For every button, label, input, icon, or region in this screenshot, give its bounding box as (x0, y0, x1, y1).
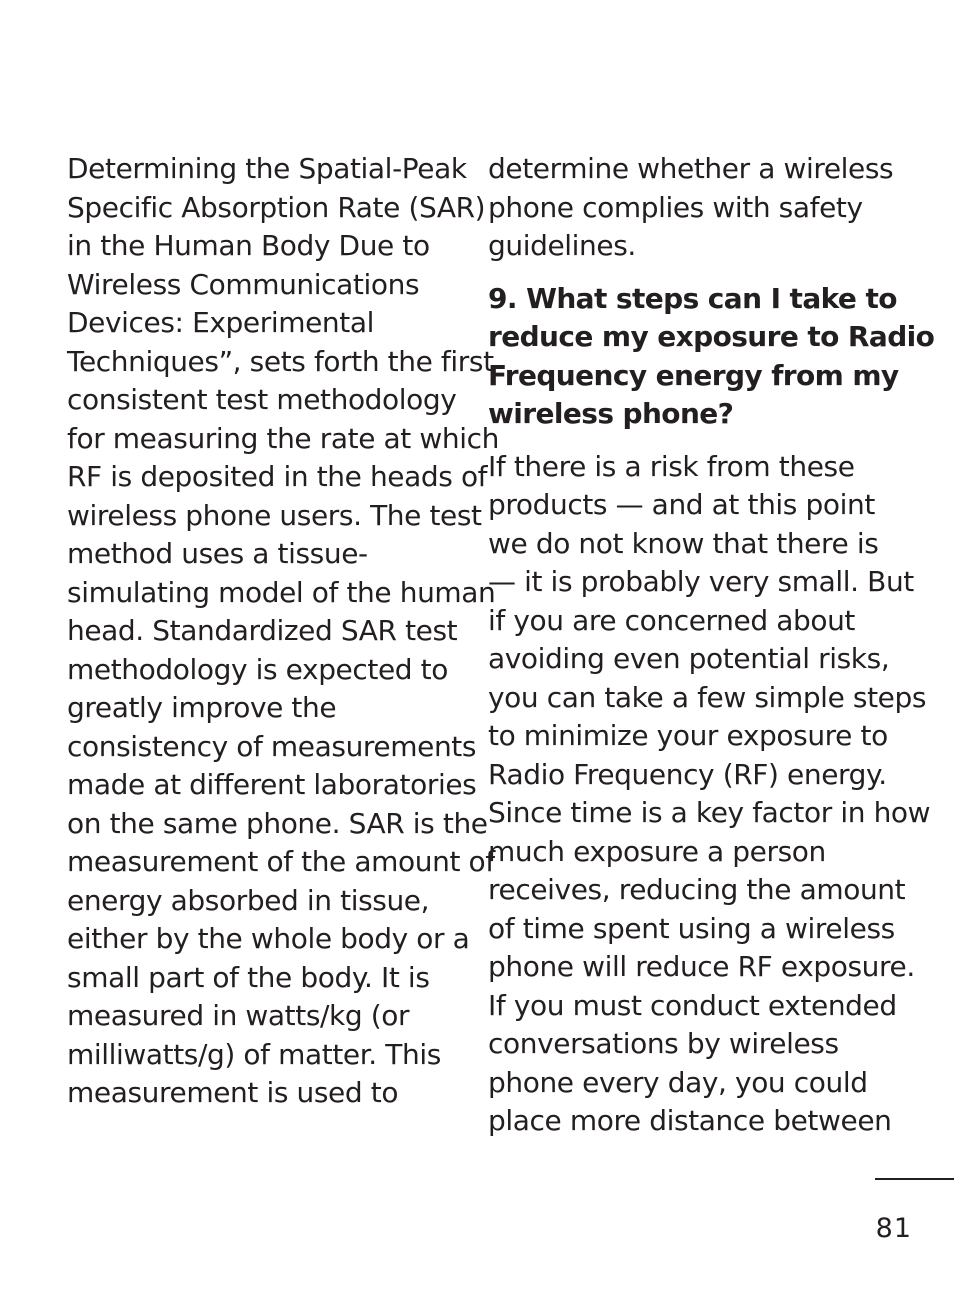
text-line: determine whether a wireless (488, 152, 894, 185)
text-line: energy absorbed in tissue, (67, 883, 430, 917)
text-line: of time spent using a wireless (488, 911, 895, 945)
text-line: phone every day, you could (488, 1065, 868, 1099)
left-column-paragraph (67, 150, 499, 1113)
text-line: Devices: Experimental (67, 306, 374, 339)
text-line: Techniques”, sets forth the first (67, 344, 494, 378)
text-line: RF is deposited in the heads of (67, 460, 488, 493)
paragraph-spacer (488, 266, 883, 280)
heading-line: Frequency energy from my (488, 358, 899, 392)
heading-line: reduce my exposure to Radio (488, 320, 935, 353)
text-line: guidelines. (488, 229, 636, 262)
text-line: measurement is used to (67, 1076, 399, 1109)
text-line: simulating model of the human (67, 575, 496, 609)
text-line: Wireless Communications (67, 267, 420, 301)
text-line: measured in watts/kg (or (67, 999, 410, 1032)
text-line: method uses a tissue- (67, 537, 368, 570)
text-line: we do not know that there is (488, 526, 879, 560)
text-line: on the same phone. SAR is the (67, 806, 488, 840)
text-line: conversations by wireless (488, 1027, 839, 1060)
left-column (67, 150, 499, 1113)
section-heading (488, 280, 935, 434)
text-line: place more distance between (488, 1104, 892, 1137)
text-line: methodology is expected to (67, 652, 448, 686)
page-number: 81 (875, 1213, 912, 1244)
text-line: made at different laboratories (67, 768, 477, 801)
text-line: either by the whole body or a (67, 922, 470, 955)
text-line: in the Human Body Due to (67, 229, 430, 262)
text-line: to minimize your exposure to (488, 719, 888, 752)
text-line: Determining the Spatial-Peak (67, 152, 467, 185)
text-line: consistency of measurements (67, 729, 477, 763)
text-line: measurement of the amount of (67, 845, 495, 878)
footer-divider (875, 1178, 954, 1180)
right-column-intro (488, 150, 894, 266)
text-line: avoiding even potential risks, (488, 642, 890, 675)
text-line: Specific Absorption Rate (SAR) (67, 190, 486, 224)
text-line: phone complies with safety (488, 190, 863, 224)
heading-line: 9. What steps can I take to (488, 281, 897, 315)
text-line: consistent test methodology (67, 383, 457, 416)
text-line: phone will reduce RF exposure. (488, 950, 915, 983)
text-line: milliwatts/g) of matter. This (67, 1037, 441, 1071)
text-line: much exposure a person (488, 834, 826, 868)
text-line: if you are concerned about (488, 603, 856, 637)
right-column (488, 150, 935, 1141)
text-line: Since time is a key factor in how (488, 796, 931, 829)
text-line: If there is a risk from these (488, 449, 855, 483)
text-line: — it is probably very small. But (488, 565, 914, 598)
text-line: head. Standardized SAR test (67, 614, 458, 647)
heading-line: wireless phone? (488, 397, 734, 430)
right-column-body (488, 448, 931, 1141)
text-line: Radio Frequency (RF) energy. (488, 757, 887, 791)
text-line: If you must conduct extended (488, 988, 897, 1022)
text-line: products — and at this point (488, 488, 875, 521)
text-line: greatly improve the (67, 691, 337, 724)
text-line: for measuring the rate at which (67, 421, 499, 455)
text-line: you can take a few simple steps (488, 680, 927, 714)
text-line: wireless phone users. The test (67, 498, 482, 532)
paragraph-spacer (488, 434, 883, 448)
text-line: receives, reducing the amount (488, 873, 906, 906)
text-line: small part of the body. It is (67, 960, 430, 994)
